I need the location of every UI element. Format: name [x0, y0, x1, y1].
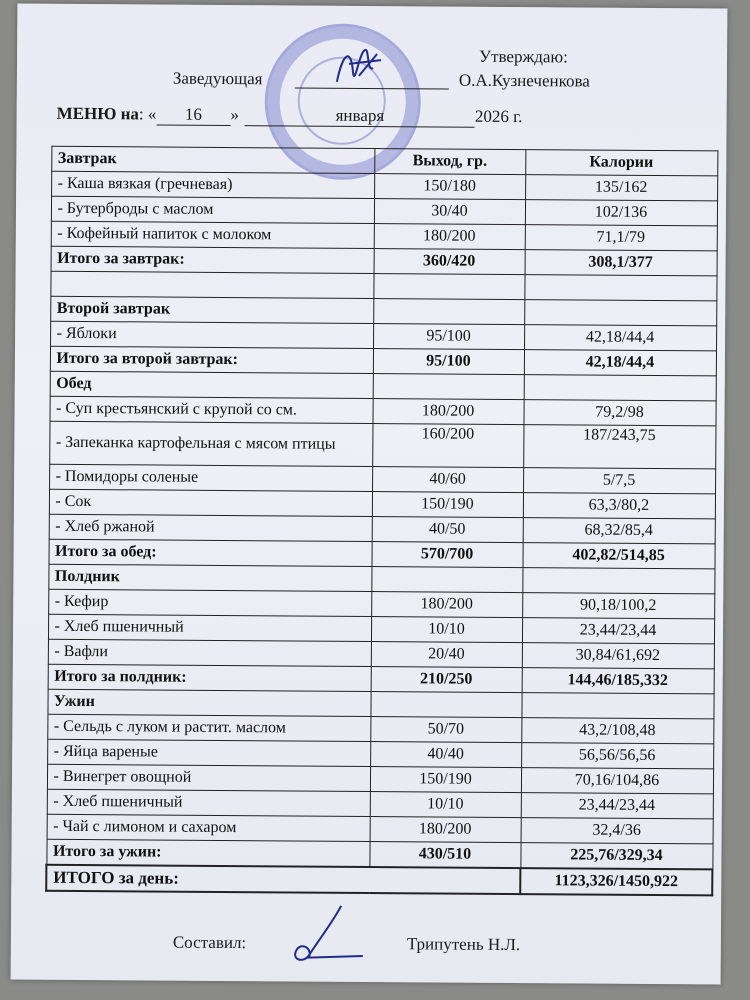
menu-label: МЕНЮ на — [56, 103, 140, 124]
column-header-yield: Выход, гр. — [374, 149, 525, 175]
dish-yield: 40/50 — [372, 517, 523, 543]
dish-calories: 135/162 — [525, 175, 717, 201]
dish-name: - Чай с лимоном и сахаром — [47, 814, 370, 841]
total-label: Итого за ужин: — [46, 839, 369, 867]
total-yield: 570/700 — [371, 542, 522, 568]
dish-yield: 180/200 — [370, 817, 521, 843]
dish-yield: 40/40 — [370, 742, 521, 768]
head-name: О.А.Кузнеченкова — [458, 70, 590, 91]
total-calories: 308,1/377 — [525, 250, 717, 276]
dish-yield: 10/10 — [371, 617, 522, 643]
menu-year: 2026 г. — [474, 106, 523, 127]
section-title: Полдник — [48, 564, 371, 591]
dish-yield: 95/100 — [373, 324, 524, 350]
dish-name: - Сок — [49, 489, 372, 516]
dish-calories: 32,4/36 — [521, 818, 713, 844]
document-footer — [11, 922, 721, 955]
dish-calories: 71,1/79 — [525, 225, 717, 251]
dish-yield: 180/200 — [371, 592, 522, 618]
composer-signature — [279, 899, 369, 970]
dish-yield: 180/200 — [372, 399, 523, 425]
total-label: Итого за полдник: — [48, 664, 371, 691]
composed-label: Составил: — [172, 932, 247, 953]
day-total-calories: 1123,326/1450,922 — [520, 868, 712, 895]
dish-yield: 150/190 — [370, 767, 521, 793]
head-signature — [329, 42, 389, 92]
dish-name: - Яйца вареные — [47, 739, 370, 766]
dish-calories: 42,18/44,4 — [524, 325, 716, 351]
total-calories: 402,82/514,85 — [522, 543, 714, 569]
dish-name: - Яблоки — [50, 321, 373, 348]
menu-sheet — [11, 4, 728, 985]
dish-name: - Кофейный напиток с молоком — [51, 221, 374, 248]
approve-label: Утверждаю: — [478, 46, 568, 67]
dish-yield: 10/10 — [370, 792, 521, 818]
section-title: Ужин — [47, 689, 370, 716]
day-total-row — [46, 865, 712, 896]
dish-calories: 43,2/108,48 — [521, 718, 713, 744]
dish-yield: 30/40 — [374, 199, 525, 225]
section-title: Второй завтрак — [50, 296, 373, 323]
menu-date-close: » — [230, 105, 239, 125]
dish-name: - Каша вязкая (гречневая) — [51, 171, 374, 198]
column-header-calories: Калории — [525, 150, 717, 176]
dish-yield: 50/70 — [370, 717, 521, 743]
head-role: Заведующая — [172, 68, 263, 89]
document-header — [16, 4, 727, 149]
dish-calories: 79,2/98 — [523, 400, 715, 426]
dish-name: - Кефир — [48, 589, 371, 616]
dish-name: - Сельдь с луком и растит. маслом — [47, 714, 370, 741]
dish-yield: 150/190 — [372, 492, 523, 518]
menu-day: 16 — [156, 105, 230, 127]
menu-table — [45, 146, 718, 897]
dish-name: - Запеканка картофельная с мясом птицы — [49, 421, 372, 466]
dish-name: - Вафли — [48, 639, 371, 666]
menu-date-open: : « — [138, 104, 157, 124]
dish-name: - Суп крестьянский с крупой со см. — [49, 396, 372, 423]
total-calories: 42,18/44,4 — [524, 350, 716, 376]
dish-name: - Хлеб пшеничный — [48, 614, 371, 641]
dish-name: - Помидоры соленые — [49, 464, 372, 491]
total-label: Итого за завтрак: — [51, 246, 374, 273]
dish-yield: 160/200 — [372, 424, 523, 468]
day-total-label: ИТОГО за день: — [46, 865, 520, 894]
dish-calories: 5/7,5 — [523, 468, 715, 494]
total-label: Итого за второй завтрак: — [50, 346, 373, 373]
total-label: Итого за обед: — [49, 539, 372, 566]
column-header-meal: Завтрак — [51, 146, 374, 173]
dish-calories: 23,44/23,44 — [522, 618, 714, 644]
composer-name: Трипутень Н.Л. — [406, 934, 521, 955]
total-yield: 210/250 — [371, 667, 522, 693]
dish-calories: 187/243,75 — [523, 425, 715, 469]
dish-calories: 102/136 — [525, 200, 717, 226]
dish-calories: 56,56/56,56 — [521, 743, 713, 769]
dish-calories: 90,18/100,2 — [522, 593, 714, 619]
dish-name: - Хлеб пшеничный — [47, 789, 370, 816]
section-title: Обед — [50, 371, 373, 398]
dish-yield: 20/40 — [371, 642, 522, 668]
dish-calories: 68,32/85,4 — [523, 518, 715, 544]
menu-date-line — [57, 104, 523, 128]
dish-name: - Винегрет овощной — [47, 764, 370, 791]
dish-calories: 70,16/104,86 — [521, 768, 713, 794]
menu-month: января — [245, 105, 475, 128]
dish-yield: 180/200 — [374, 224, 525, 250]
total-calories: 144,46/185,332 — [522, 668, 714, 694]
dish-name: - Бутерброды с маслом — [51, 196, 374, 223]
total-yield: 95/100 — [373, 349, 524, 375]
total-yield: 430/510 — [369, 842, 520, 869]
total-yield: 360/420 — [374, 249, 525, 275]
dish-yield: 150/180 — [374, 174, 525, 200]
dish-yield: 40/60 — [372, 467, 523, 493]
table-row — [49, 421, 715, 469]
total-calories: 225,76/329,34 — [520, 843, 712, 870]
dish-calories: 23,44/23,44 — [521, 793, 713, 819]
dish-calories: 63,3/80,2 — [523, 493, 715, 519]
dish-name: - Хлеб ржаной — [49, 514, 372, 541]
dish-calories: 30,84/61,692 — [522, 643, 714, 669]
